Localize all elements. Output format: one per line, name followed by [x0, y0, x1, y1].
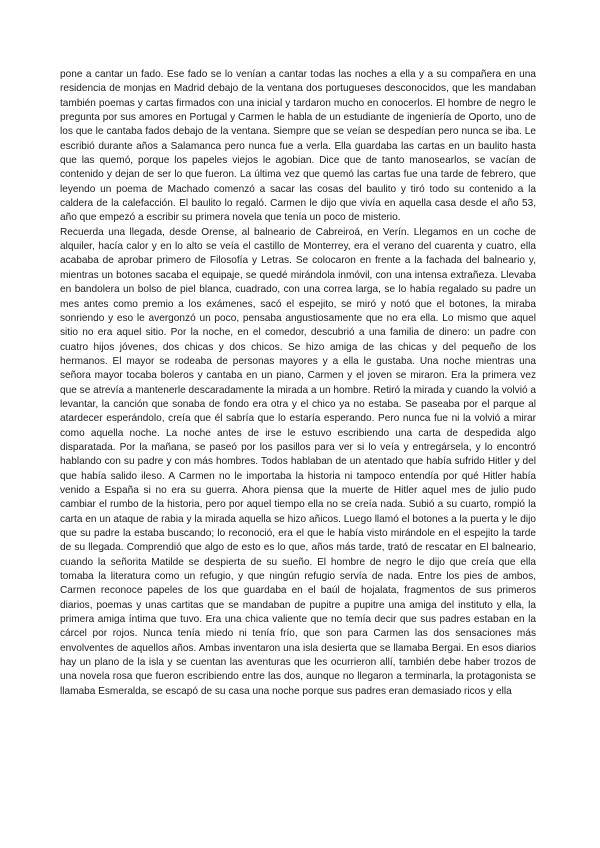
- paragraph-balneario: Recuerda una llegada, desde Orense, al balneario de Cabreiroá, en Verín. Llegamos en un coche de alquiler, hacía calor y en lo alto se veía el castillo de Monterrey, era el verano del cuarenta y cuatro, ella acababa de aprobar primero de Filosofía y Letras. Se colocaron en frente a la fachada del balneario y, mientras un botones sacaba el equipaje, se quedé mirándola inmóvil, con una intensa extrañeza. Llevaba en bandolera un bolso de piel blanca, cuadrado, con una correa larga, se lo había regalado su padre un mes antes como premio a los exámenes, sacó el espejito, se miró y notó que el botones, la miraba sonriendo y eso le avergonzó un poco, pensaba angustiosamente que no era ella. Lo mismo que aquel sitio no era aquel sitio. Por la noche, en el comedor, descubrió a una familia de dinero: un padre con cuatro hijos jóvenes, dos chicas y dos chicos. Se hizo amiga de las chicas y del pequeño de los hermanos. El mayor se rodeaba de personas mayores y a ella le gustaba. Una noche mientras una señora mayor tocaba boleros y cantaba en un piano, Carmen y el joven se miraron. Era la primera vez que se atrevía a mantenerle descaradamente la mirada a un hombre. Retiró la mirada y cuando la volvió a levantar, la canción que sonaba de fondo era otra y el chico ya no estaba. Se paseaba por el parque al atardecer esperándolo, creía que él sabría que lo estaría esperando. Pero nunca fue ni la volvió a mirar como aquella noche. La noche antes de irse le estuvo escribiendo una carta de despedida algo disparatada. Por la mañana, se paseó por los pasillos para ver si lo veía y entregársela, y lo encontró hablando con su padre y con más hombres. Todos hablaban de un atentado que había sufrido Hitler y del que había salido ileso. A Carmen no le importaba la historia ni tampoco entendía por qué Hitler había venido a España si no era su guerra. Ahora piensa que la muerte de Hitler aquel mes de julio pudo cambiar el rumbo de la historia, pero por aquel tiempo ella no se creía nada. Subió a su cuarto, rompió la carta en un ataque de rabia y la mirada aquella se hizo añicos. Luego llamó el botones a la puerta y le dijo que su padre la estaba buscando; lo reconoció, era el que le había visto mirándole en el espejito la tarde de su llegada. Comprendió que algo de esto es lo que, años más tarde, trató de rescatar en El balneario, cuando la señorita Matilde se despierta de su sueño. El hombre de negro le dijo que creía que ella tomaba la literatura como un refugio, y que ningún refugio servía de nada. Entre los pies de ambos, Carmen reconoce papeles de los que guardaba en el baúl de hojalata, fragmentos de sus primeros diarios, poemas y unas cartitas que se mandaban de pupitre a pupitre una amiga del instituto y ella, la primera amiga íntima que tuvo. Era una chica valiente que no temía decir que sus padres estaban en la cárcel por rojos. Nunca tenía miedo ni tenía frío, que son para Carmen las dos sensaciones más envolventes de aquellos años. Ambas inventaron una isla desierta que se llamaba Bergai. En esos diarios hay un plano de la isla y se cuentan las aventuras que les ocurrieron allí, también debe haber trozos de una novela rosa que fueron escribiendo entre las dos, aunque no llegaron a terminarla, la protagonista se llamaba Esmeralda, se escapó de su casa una noche porque sus padres eran demasiado ricos y ella: [60, 226, 536, 697]
- paragraph-fado: pone a cantar un fado. Ese fado se lo venían a cantar todas las noches a ella y a su compañera en una residencia de monjas en Madrid debajo de la ventana dos portugueses desconocidos, que les mandaban también poemas y cartas firmados con una inicial y tardaron mucho en conocerlos. El hombre de negro le pregunta por sus amores en Portugal y Carmen le habla de un estudiante de ingeniería de Oporto, uno de los que le cantaba fados debajo de la ventana. Siempre que se veían se despedían pero nunca se iba. Le escribió durante años a Salamanca pero nunca fue a verla. Ella guardaba las cartas en un baulito hasta que las quemó, porque los papeles viejos le agobian. Dice que de tanto manosearlos, se vacían de contenido y dejan de ser lo que fueron. La última vez que quemó las cartas fue una tarde de febrero, que leyendo un poema de Machado comenzó a sacar las cosas del baulito y tiró todo su contenido a la caldera de la calefacción. El baulito lo regaló. Carmen le dijo que vivía en aquella casa desde el año 53, año que empezó a escribir su primera novela que tenía un poco de misterio.: [60, 69, 536, 224]
- body-text: [60, 68, 536, 699]
